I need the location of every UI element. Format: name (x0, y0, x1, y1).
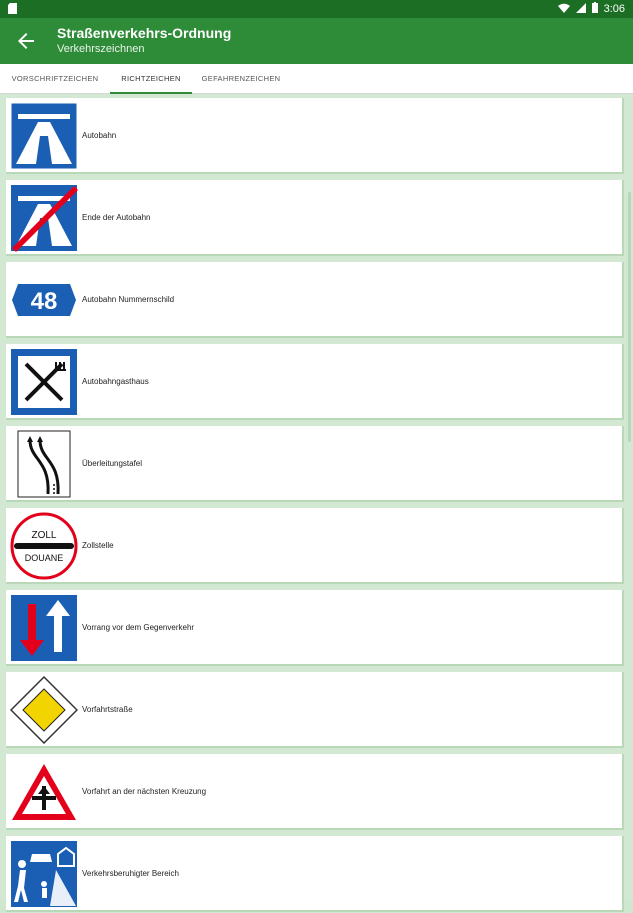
autobahn-number-sign-icon (10, 266, 78, 334)
list-item[interactable] (6, 262, 624, 338)
list-item-label: Verkehrsberuhigter Bereich (82, 869, 179, 878)
list-item[interactable] (6, 180, 624, 256)
sign-text-bottom: DOUANE (24, 553, 64, 563)
signal-icon (576, 3, 586, 16)
wifi-icon (558, 3, 570, 16)
tab-label: RICHTZEICHEN (121, 74, 181, 83)
restaurant-sign-icon (10, 348, 78, 416)
arrow-left-icon[interactable] (14, 29, 38, 53)
sign-list (0, 94, 633, 900)
tab-label: VORSCHRIFTZEICHEN (11, 74, 99, 83)
priority-oncoming-sign-icon (10, 594, 78, 662)
list-item-label: Vorfahrtstraße (82, 705, 133, 714)
list-item[interactable] (6, 426, 624, 502)
autobahn-sign-icon (10, 102, 78, 170)
list-item[interactable] (6, 672, 624, 748)
list-item-label: Überleitungstafel (82, 459, 143, 468)
list-item-label: Vorrang vor dem Gegenverkehr (82, 623, 195, 632)
sign-text-top: ZOLL (31, 530, 57, 541)
sd-card-icon (8, 3, 17, 17)
list-item-label: Zollstelle (82, 541, 114, 550)
list-item-label: Autobahn Nummernschild (82, 295, 175, 304)
list-item[interactable] (6, 754, 624, 830)
battery-icon (592, 2, 598, 16)
list-item-label: Autobahn (82, 131, 117, 140)
list-item[interactable] (6, 836, 624, 912)
tab-vorschriftzeichen[interactable] (0, 64, 110, 94)
list-item[interactable] (6, 344, 624, 420)
sign-number-text: 48 (30, 288, 58, 315)
page-title: Straßenverkehrs-Ordnung (57, 25, 232, 41)
page-subtitle: Verkehrszeichnen (57, 43, 145, 55)
list-item-label: Ende der Autobahn (82, 213, 151, 222)
lane-transition-sign-icon (10, 430, 78, 498)
autobahn-end-sign-icon (10, 184, 78, 252)
tab-richtzeichen[interactable] (110, 64, 192, 94)
list-item[interactable] (6, 98, 624, 174)
tab-gefahrenzeichen[interactable] (192, 64, 290, 94)
list-item[interactable] (6, 590, 624, 666)
list-item[interactable] (6, 508, 624, 584)
status-bar (0, 0, 633, 18)
app-bar (0, 18, 633, 64)
priority-road-sign-icon (10, 676, 78, 744)
tab-label: GEFAHRENZEICHEN (201, 74, 281, 83)
customs-sign-icon (10, 512, 78, 580)
tab-bar (0, 64, 633, 94)
list-item-label: Vorfahrt an der nächsten Kreuzung (82, 787, 207, 796)
status-time: 3:06 (603, 3, 625, 15)
list-item-label: Autobahngasthaus (82, 377, 149, 386)
priority-next-junction-sign-icon (10, 758, 78, 826)
scrollbar[interactable] (628, 192, 631, 442)
traffic-calmed-area-sign-icon (10, 840, 78, 908)
